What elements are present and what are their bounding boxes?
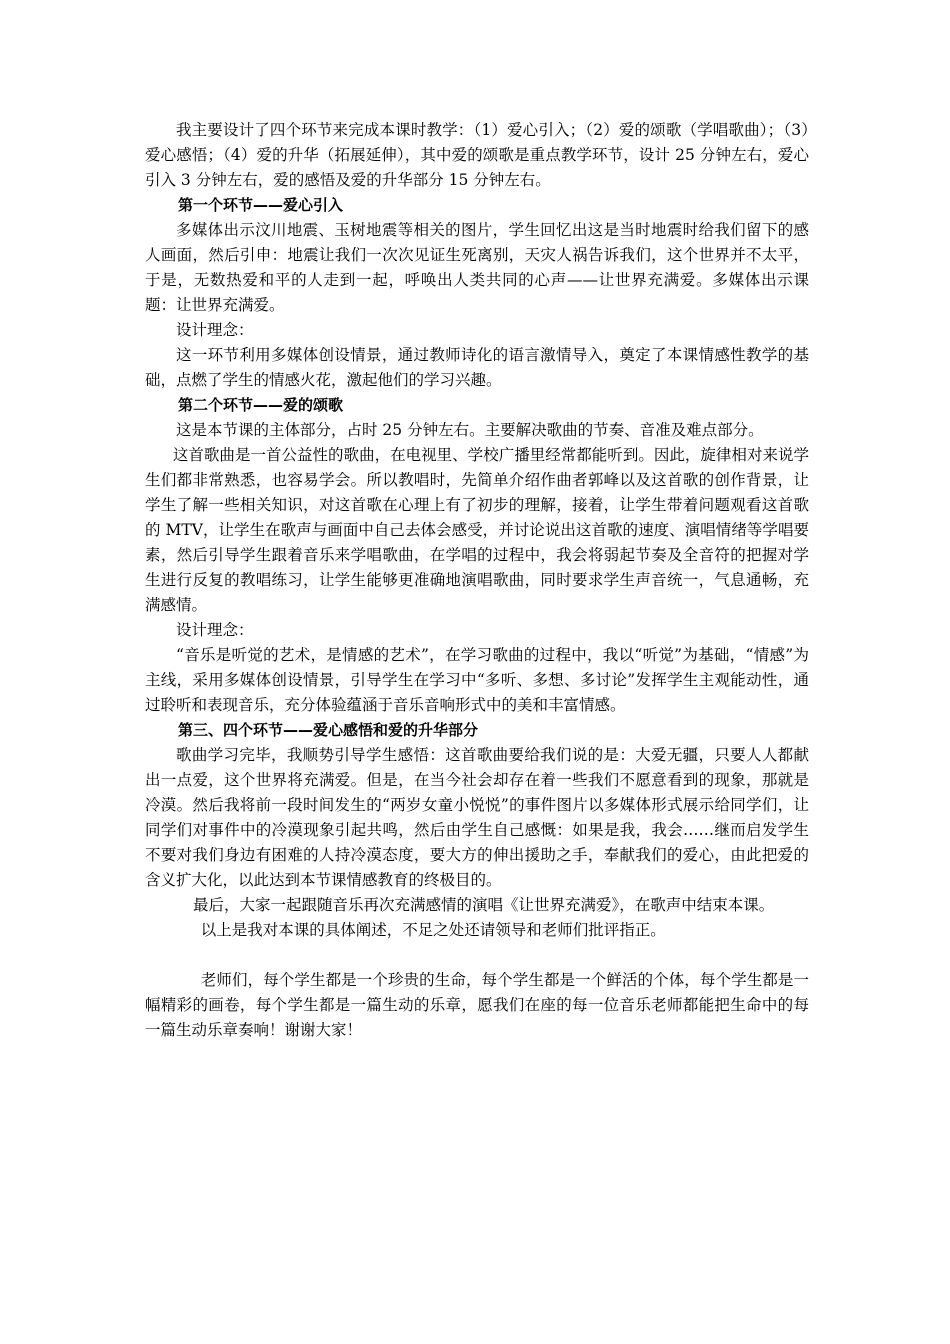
section2-concept-paragraph: “音乐是听觉的艺术，是情感的艺术”，在学习歌曲的过程中，我以“听觉”为基础，“情感”为主线，采用多媒体创设情景，引导学生在学习中“多听、多想、多讨论”发挥学生主观能动性，通过聆听和表现音乐，充分体验蕴涵于音乐音响形式中的美和丰富情感。 [145, 646, 809, 714]
final-paragraph: 最后，大家一起跟随音乐再次充满感情的演唱《让世界充满爱》，在歌声中结束本课。 [193, 896, 775, 914]
closing-paragraph: 以上是我对本课的具体阐述，不足之处还请领导和老师们批评指正。 [200, 921, 666, 939]
section3-heading: 第三、四个环节——爱心感悟和爱的升华部分 [178, 721, 479, 739]
section2-heading: 第二个环节——爱的颂歌 [178, 396, 344, 414]
section1-concept-label: 设计理念： [176, 321, 254, 339]
section2-concept-label: 设计理念： [176, 621, 254, 639]
section2-paragraph-2: 这首歌曲是一首公益性的歌曲，在电视里、学校广播里经常都能听到。因此，旋律相对来说学生们都非常熟悉，也容易学会。所以教唱时，先简单介绍作曲者郭峰以及这首歌的创作背景，让学生了解一些相关知识，对这首歌在心理上有了初步的理解，接着，让学生带着问题观看这首歌的 MTV，让学生在歌声与画面中自己去体会感受，并讨论说出这首歌的速度、演唱情绪等学唱要素，然后引导学生跟着音乐来学唱歌曲，在学唱的过程中，我会将弱起节奏及全音符的把握对学生进行反复的教唱练习，让学生能够更准确地演唱歌曲，同时要求学生声音统一，气息通畅，充满感情。 [145, 446, 809, 614]
section3-paragraph: 歌曲学习完毕，我顺势引导学生感悟：这首歌曲要给我们说的是：大爱无疆，只要人人都献出一点爱，这个世界将充满爱。但是，在当今社会却存在着一些我们不愿意看到的现象，那就是冷漠。然后我将前一段时间发生的“两岁女童小悦悦”的事件图片以多媒体形式展示给同学们，让同学们对事件中的冷漠现象引起共鸣，然后由学生自己感慨：如果是我，我会……继而启发学生不要对我们身边有困难的人持冷漠态度，要大方的伸出援助之手，奉献我们的爱心，由此把爱的含义扩大化，以此达到本节课情感教育的终极目的。 [145, 746, 809, 889]
section2-paragraph-1: 这是本节课的主体部分，占时 25 分钟左右。主要解决歌曲的节奏、音准及难点部分。 [176, 421, 764, 439]
section1-heading: 第一个环节——爱心引入 [178, 196, 344, 214]
intro-paragraph: 我主要设计了四个环节来完成本课时教学：（1）爱心引入；（2）爱的颂歌（学唱歌曲）；（3）爱心感悟；（4）爱的升华（拓展延伸），其中爱的颂歌是重点教学环节，设计 25 分钟左右，爱心引入 3 分钟左右，爱的感悟及爱的升华部分 15 分钟左右。 [145, 121, 809, 189]
section1-concept-paragraph: 这一环节利用多媒体创设情景，通过教师诗化的语言激情导入，奠定了本课情感性教学的基础，点燃了学生的情感火花，激起他们的学习兴趣。 [145, 346, 809, 389]
document-page [145, 118, 809, 1043]
section1-paragraph: 多媒体出示汶川地震、玉树地震等相关的图片，学生回忆出这是当时地震时给我们留下的感人画面，然后引申：地震让我们一次次见证生死离别，天灾人祸告诉我们，这个世界并不太平，于是，无数热爱和平的人走到一起，呼唤出人类共同的心声——让世界充满爱。多媒体出示课题：让世界充满爱。 [145, 221, 809, 314]
blank-line [145, 943, 809, 968]
ending-paragraph: 老师们，每个学生都是一个珍贵的生命，每个学生都是一个鲜活的个体，每个学生都是一幅精彩的画卷，每个学生都是一篇生动的乐章，愿我们在座的每一位音乐老师都能把生命中的每一篇生动乐章奏响！谢谢大家！ [145, 971, 809, 1039]
